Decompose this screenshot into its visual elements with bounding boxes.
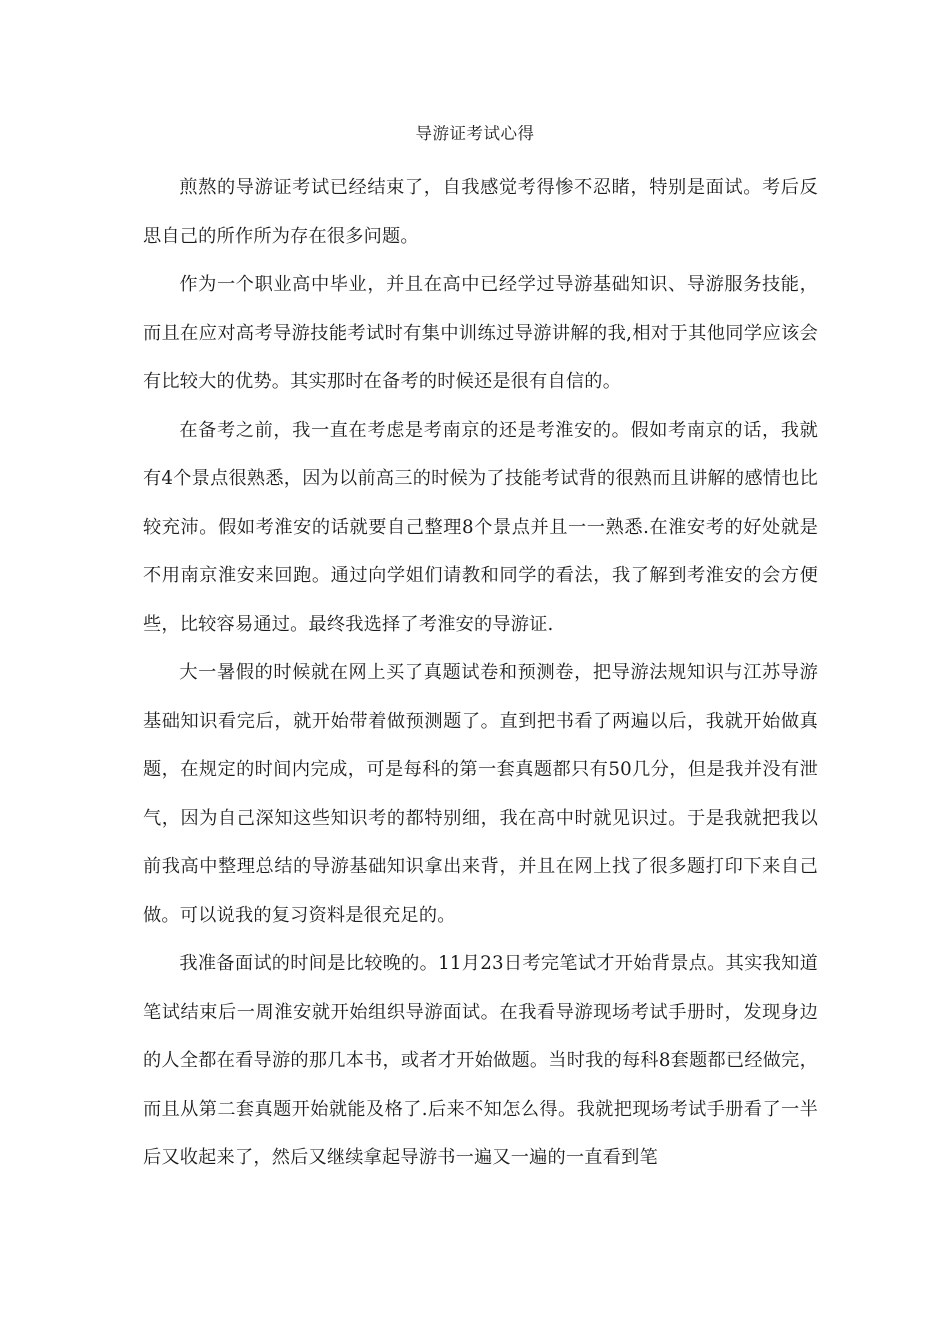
- paragraph-1: 煎熬的导游证考试已经结束了，自我感觉考得惨不忍睹，特别是面试。考后反思自己的所作所为存在很多问题。: [143, 177, 818, 247]
- document-title: 导游证考试心得: [415, 124, 535, 143]
- paragraph-2: 作为一个职业高中毕业，并且在高中已经学过导游基础知识、导游服务技能，而且在应对高考导游技能考试时有集中训练过导游讲解的我,相对于其他同学应该会有比较大的优势。其实那时在备考的时候还是很有自信的。: [143, 274, 818, 392]
- paragraph-4: 大一暑假的时候就在网上买了真题试卷和预测卷，把导游法规知识与江苏导游基础知识看完后，就开始带着做预测题了。直到把书看了两遍以后，我就开始做真题，在规定的时间内完成，可是每科的第一套真题都只有50几分，但是我并没有泄气，因为自己深知这些知识考的都特别细，我在高中时就见识过。于是我就把我以前我高中整理总结的导游基础知识拿出来背，并且在网上找了很多题打印下来自己做。可以说我的复习资料是很充足的。: [143, 662, 818, 926]
- paragraph-5: 我准备面试的时间是比较晚的。11月23日考完笔试才开始背景点。其实我知道笔试结束后一周淮安就开始组织导游面试。在我看导游现场考试手册时，发现身边的人全都在看导游的那几本书，或者才开始做题。当时我的每科8套题都已经做完，而且从第二套真题开始就能及格了.后来不知怎么得。我就把现场考试手册看了一半后又收起来了，然后又继续拿起导游书一遍又一遍的一直看到笔: [143, 953, 818, 1168]
- paragraph-3: 在备考之前，我一直在考虑是考南京的还是考淮安的。假如考南京的话，我就有4个景点很熟悉，因为以前高三的时候为了技能考试背的很熟而且讲解的感情也比较充沛。假如考淮安的话就要自己整理8个景点并且一一熟悉.在淮安考的好处就是不用南京淮安来回跑。通过向学姐们请教和同学的看法，我了解到考淮安的会方便些，比较容易通过。最终我选择了考淮安的导游证.: [143, 419, 818, 635]
- document-body: [143, 164, 818, 1183]
